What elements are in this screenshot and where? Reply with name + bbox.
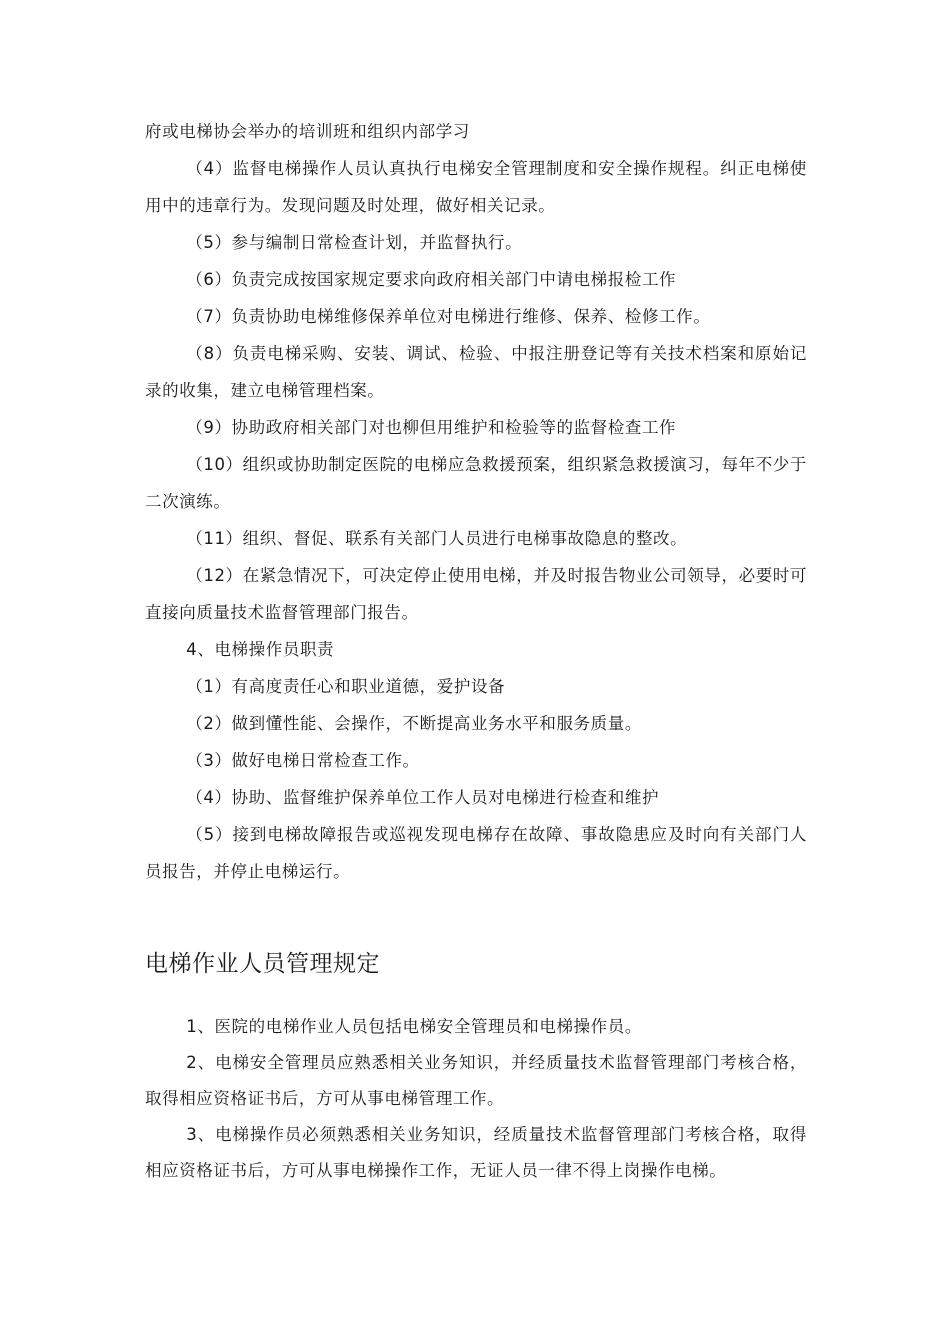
subheading-operator-duties: 4、电梯操作员职责 (186, 640, 335, 659)
paragraph-operator-4: （4）协助、监督维护保养单位工作人员对电梯进行检查和维护 (186, 788, 660, 807)
paragraph-item-8: （8）负责电梯采购、安装、调试、检验、中报注册登记等有关技术档案和原始记录的收集，建立电梯管理档案。 (145, 344, 807, 400)
paragraph-item-12: （12）在紧急情况下，可决定停止使用电梯，并及时报告物业公司领导，必要时可直接向质量技术监督管理部门报告。 (145, 566, 807, 622)
section-title: 电梯作业人员管理规定 (145, 951, 380, 977)
paragraph-item-5: （5）参与编制日常检查计划，并监督执行。 (186, 233, 523, 252)
paragraph-operator-1: （1）有高度责任心和职业道德，爱护设备 (186, 677, 506, 696)
paragraph-operator-5: （5）接到电梯故障报告或巡视发现电梯存在故障、事故隐患应及时向有关部门人员报告，并停止电梯运行。 (145, 825, 807, 881)
paragraph-continuation: 府或电梯协会举办的培训班和组织内部学习 (145, 122, 470, 141)
paragraph-operator-3: （3）做好电梯日常检查工作。 (186, 751, 420, 770)
paragraph-operator-2: （2）做到懂性能、会操作，不断提高业务水平和服务质量。 (186, 714, 642, 733)
paragraph-item-7: （7）负责协助电梯维修保养单位对电梯进行维修、保养、检修工作。 (186, 307, 711, 326)
paragraph-rule-2: 2、电梯安全管理员应熟悉相关业务知识，并经质量技术监督管理部门考核合格，取得相应资格证书后，方可从事电梯管理工作。 (145, 1053, 807, 1108)
paragraph-rule-3: 3、电梯操作员必须熟悉相关业务知识，经质量技术监督管理部门考核合格，取得相应资格证书后，方可从事电梯操作工作，无证人员一律不得上岗操作电梯。 (145, 1125, 807, 1180)
paragraph-item-11: （11）组织、督促、联系有关部门人员进行电梯事故隐息的整改。 (186, 529, 688, 548)
paragraph-item-6: （6）负责完成按国家规定要求向政府相关部门中请电梯报检工作 (186, 270, 677, 289)
paragraph-item-9: （9）协助政府相关部门对也柳但用维护和检验等的监督检查工作 (186, 418, 677, 437)
paragraph-rule-1: 1、医院的电梯作业人员包括电梯安全管理员和电梯操作员。 (186, 1017, 642, 1036)
document-body (145, 113, 807, 1189)
paragraph-item-4: （4）监督电梯操作人员认真执行电梯安全管理制度和安全操作规程。纠正电梯使用中的违章行为。发现问题及时处理，做好相关记录。 (145, 159, 807, 215)
paragraph-item-10: （10）组织或协助制定医院的电梯应急救援预案，组织紧急救援演习，每年不少于二次演练。 (145, 455, 807, 511)
